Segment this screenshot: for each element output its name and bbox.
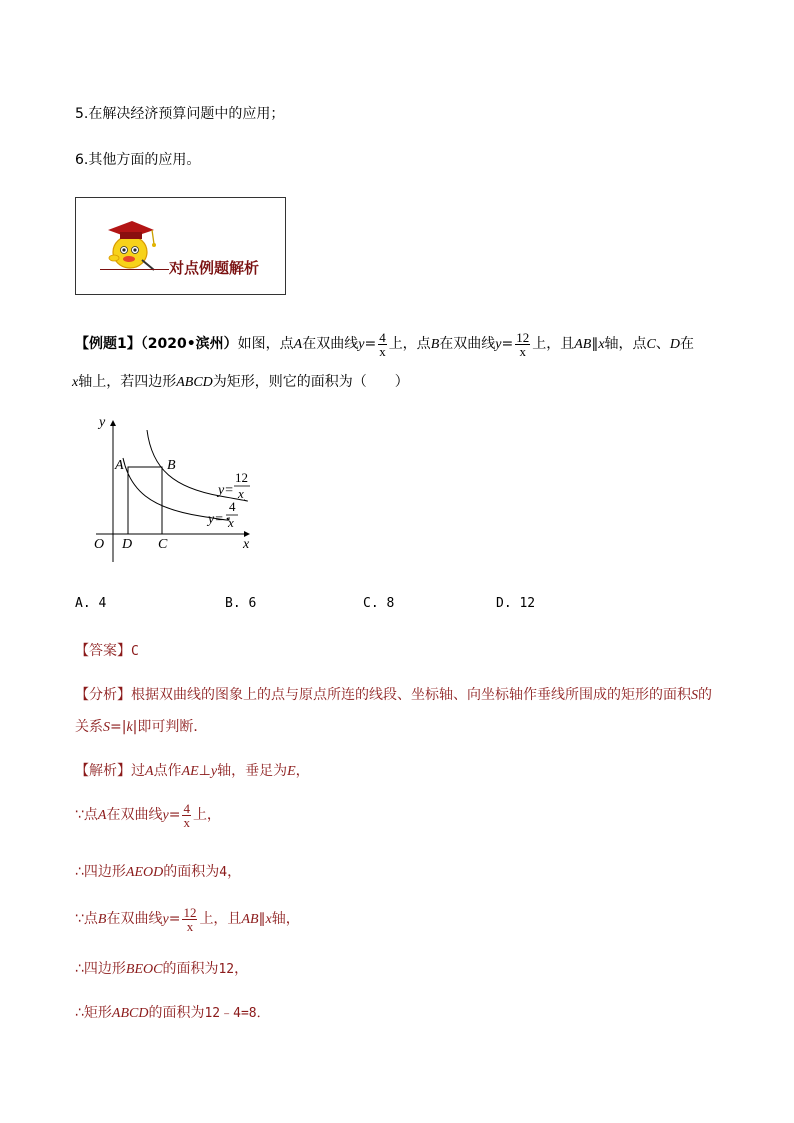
hyperbola-figure [90, 410, 270, 570]
solution-tag: 【解析】 [75, 763, 131, 779]
label-y-axis: y [99, 415, 106, 430]
graduation-cap-duck-icon [94, 208, 164, 278]
solution-line-5: ∴四边形BEOC的面积为12， [75, 961, 249, 977]
solution-line-3: ∴四边形AEOD的面积为4， [75, 864, 242, 880]
label-point-a: A [115, 458, 124, 473]
example-line-2: x轴上，若四边形ABCD为矩形，则它的面积为（ ） [72, 374, 409, 390]
curve-4-label-y: y= [208, 512, 224, 527]
fraction-4-over-x: $\frac{4}{x}$ [379, 329, 386, 359]
fraction-12-over-x-solution: $\frac{12}{x}$ [183, 904, 197, 934]
label-point-c: C [158, 537, 168, 552]
label-point-d: D [122, 537, 133, 552]
example-tag: 【例题1】 [75, 336, 141, 352]
option-d: D. 12 [496, 596, 536, 611]
option-b: B. 6 [225, 596, 257, 611]
banner-underline [100, 269, 169, 270]
option-a: A. 4 [75, 596, 107, 611]
banner-title: 对点例题解析 [169, 259, 260, 277]
fraction-12-over-x: $\frac{12}{x}$ [516, 329, 530, 359]
answer-value: C [131, 644, 139, 659]
solution-line-1: 【解析】过A点作AE⊥y轴，垂足为E， [75, 763, 310, 779]
curve-12-label-den: x [238, 486, 244, 501]
curve-12-label-y: y= [218, 483, 234, 498]
curve-4-label-den: x [228, 515, 234, 530]
fraction-4-over-x-solution: $\frac{4}{x}$ [183, 800, 190, 830]
label-origin: O [94, 537, 105, 552]
analysis-line-2: 关系S=|k|即可判断． [75, 719, 208, 735]
section-banner [75, 197, 286, 295]
solution-line-2: ∵点A在双曲线y= $\frac{4}{x}$ 上， [75, 800, 221, 830]
list-item-5: 5.在解决经济预算问题中的应用； [75, 106, 285, 122]
option-c: C. 8 [363, 596, 395, 611]
solution-line-4: ∵点B在双曲线y= $\frac{12}{x}$ 上，且AB∥x轴， [75, 904, 300, 934]
answer-line [75, 640, 139, 660]
curve-4-label-num: 4 [229, 499, 236, 514]
analysis-tag: 【分析】 [75, 687, 131, 703]
answer-tag: 【答案】 [75, 643, 131, 659]
solution-line-6: ∴矩形ABCD的面积为12﹣4=8． [75, 1005, 270, 1021]
curve-12-label-num: 12 [235, 470, 248, 485]
example-line-1: 【例题1】（2020•滨州）如图，点A在双曲线y= $\frac{4}{x}$ 上，点B在双曲线y= $\frac{12}{x}$ 上，且AB∥x轴，点C、D在 [75, 329, 694, 359]
rectangle-abcd [128, 467, 162, 534]
example-source: （2020•滨州） [140, 336, 238, 352]
label-x-axis: x [243, 537, 250, 552]
y-axis-arrow [110, 420, 116, 426]
analysis-line-1: 【分析】根据双曲线的图象上的点与原点所连的线段、坐标轴、向坐标轴作垂线所围成的矩形的面积S的 [75, 687, 712, 703]
label-point-b: B [167, 458, 176, 473]
list-item-6: 6.其他方面的应用。 [75, 152, 201, 168]
